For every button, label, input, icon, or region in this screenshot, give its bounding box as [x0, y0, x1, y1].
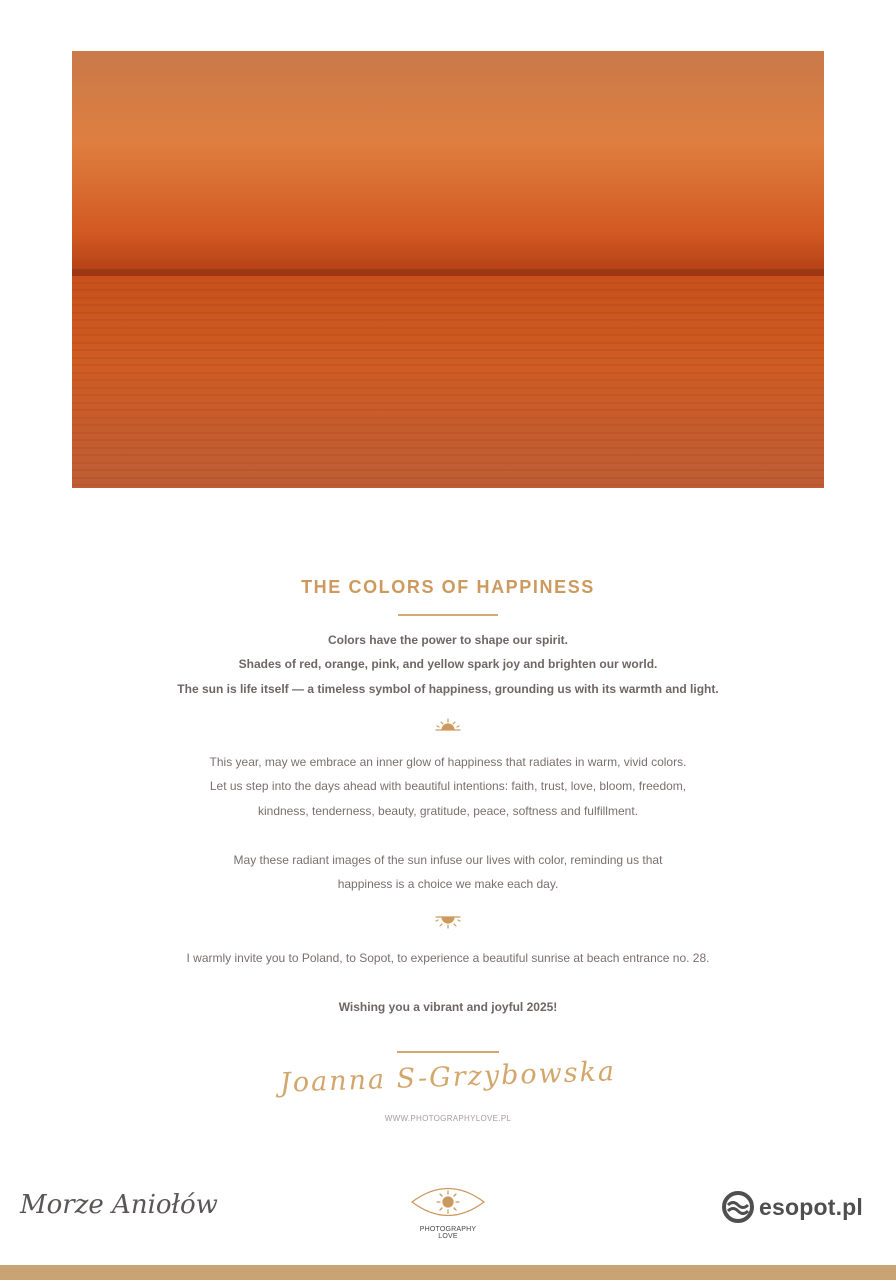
body2-line-2: happiness is a choice we make each day. — [337, 877, 559, 891]
eye-sun-icon — [410, 1183, 486, 1221]
body2-line-1: May these radiant images of the sun infuse our lives with color, reminding us that — [233, 853, 663, 867]
morze-aniolow-logo-text: Morze Aniołów — [20, 1190, 218, 1220]
photography-love-logo — [410, 1183, 486, 1239]
esopot-mark-icon — [722, 1191, 754, 1223]
sunrise-ornament-icon — [434, 718, 462, 734]
signature: Joanna S-Grzybowska — [279, 1056, 617, 1099]
website-link[interactable]: WWW.PHOTOGRAPHYLOVE.PL — [384, 1114, 512, 1123]
bottom-accent-bar — [0, 1265, 896, 1280]
esopot-logo-text: esopot.pl — [759, 1193, 864, 1220]
page-title: THE COLORS OF HAPPINESS — [301, 577, 595, 597]
sunset-ornament-icon — [434, 913, 462, 929]
esopot-logo — [722, 1191, 863, 1223]
invitation-text: I warmly invite you to Poland, to Sopot, to experience a beautiful sunrise at beach entrance no. 28. — [186, 951, 710, 965]
morze-aniolow-logo — [20, 1190, 218, 1220]
intro-line-1: Colors have the power to shape our spirit. — [327, 633, 569, 647]
body-line-2: Let us step into the days ahead with beautiful intentions: faith, trust, love, bloom, freedom, — [209, 779, 687, 793]
hero-sunset-photo — [72, 51, 824, 488]
intro-line-3: The sun is life itself — a timeless symbol of happiness, grounding us with its warmth and light. — [177, 682, 719, 696]
wishes-text: Wishing you a vibrant and joyful 2025! — [338, 1000, 558, 1014]
body-line-1: This year, may we embrace an inner glow of happiness that radiates in warm, vivid colors. — [209, 755, 687, 769]
signature-divider — [397, 1051, 499, 1053]
photography-love-caption: PHOTOGRAPHY LOVE — [419, 1226, 477, 1240]
title-divider — [398, 614, 498, 616]
body-line-3: kindness, tenderness, beauty, gratitude, peace, softness and fulfillment. — [257, 804, 638, 818]
intro-line-2: Shades of red, orange, pink, and yellow spark joy and brighten our world. — [238, 657, 658, 671]
